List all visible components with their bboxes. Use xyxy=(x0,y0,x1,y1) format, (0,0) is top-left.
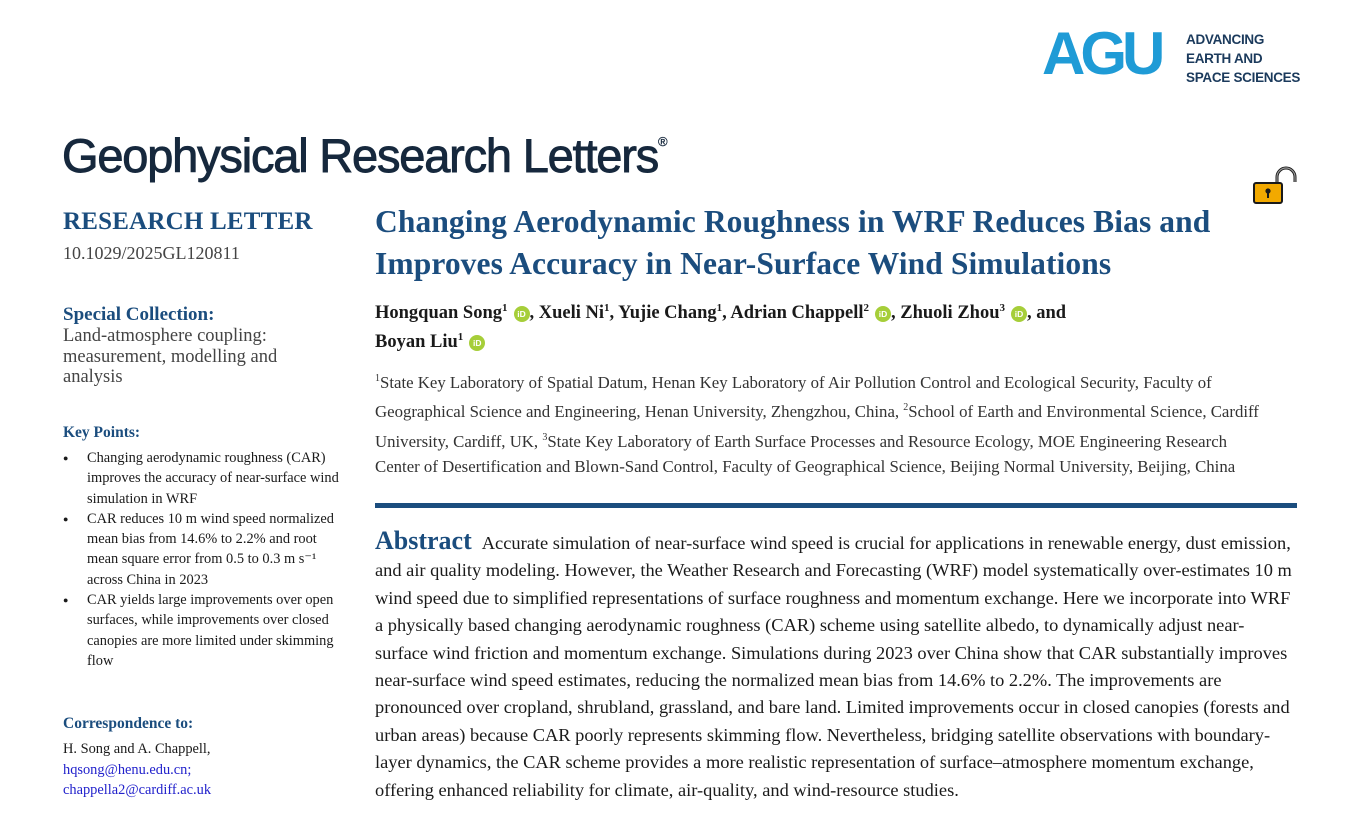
abstract-text: Accurate simulation of near-surface wind speed is crucial for applications in renewable energy, dust emission, and air quality modeling. However, the Weather Research and Forecasting (WRF) model systematically over-estimates 10 m wind speed due to simplified representations of surface roughness and momentum exchange. Here we incorporate into WRF a physically based changing aerodynamic roughness (CAR) scheme using satellite albedo, to dynamically adjust near-surface wind friction and momentum exchange. Simulations during 2023 over China show that CAR substantially improves near-surface wind speed estimates, reducing the normalized mean bias from 14.6% to 2.2%. The improvements are pronounced over cropland, shrubland, grassland, and bare land. Limited improvements occur in closed canopies (forests and urban areas) because CAR poorly represents skimming flow. Nevertheless, bridging satellite observations with boundary-layer dynamics, the CAR scheme provides a more realistic representation of surface–atmosphere momentum exchange, offering enhanced reliability for climate, air-quality, and wind-resource studies. xyxy=(375,533,1292,800)
agu-logo[interactable] xyxy=(1042,20,1302,87)
journal-name xyxy=(62,128,666,183)
author-name[interactable]: Adrian Chappell xyxy=(730,303,864,323)
orcid-icon[interactable]: iD xyxy=(1011,306,1027,322)
special-collection-link[interactable]: Land-atmosphere coupling: measurement, modelling and analysis xyxy=(63,326,278,387)
author-name[interactable]: Xueli Ni xyxy=(538,303,605,323)
affiliation-number: 2 xyxy=(903,402,909,414)
key-points-list xyxy=(63,448,343,671)
key-point-item: ● Changing aerodynamic roughness (CAR) improves the accuracy of near-surface wind simulation in WRF xyxy=(63,448,343,509)
orcid-icon[interactable]: iD xyxy=(875,306,891,322)
affiliations xyxy=(375,366,1275,479)
abstract xyxy=(375,527,1295,804)
key-point-item: ● CAR yields large improvements over open surfaces, while improvements over closed canopies are more limited under skimming flow xyxy=(63,590,343,671)
agu-tagline-line: ADVANCING xyxy=(1186,32,1265,47)
author-separator: , and xyxy=(1027,303,1067,323)
author-affiliation-number: 1 xyxy=(502,302,508,314)
correspondence-names: H. Song and A. Chappell, xyxy=(63,741,211,757)
affiliation-text: State Key Laboratory of Earth Surface Processes and Resource Ecology, MOE Engineering Research Center of Desertification and Blown-Sand Control, Faculty of Geographical Science, Beijing Normal University, Beijing, China xyxy=(375,431,1236,476)
author-affiliation-number: 2 xyxy=(863,302,869,314)
key-points-heading: Key Points: xyxy=(63,424,141,441)
author-name[interactable]: Boyan Liu xyxy=(375,332,458,352)
author-affiliation-number: 3 xyxy=(999,302,1005,314)
agu-tagline-line: SPACE SCIENCES xyxy=(1186,70,1301,85)
affiliation-text: State Key Laboratory of Spatial Datum, Henan Key Laboratory of Air Pollution Control and Ecological Security, Faculty of Geographical Science and Engineering, Henan University, Zhengzhou, China, xyxy=(375,373,1212,422)
journal-name-text: Geophysical Research Letters xyxy=(62,129,658,182)
agu-logo-mark: AGU xyxy=(1042,20,1161,87)
key-point-item: ● CAR reduces 10 m wind speed normalized mean bias from 14.6% to 2.2% and root mean square error from 0.5 to 0.3 m s⁻¹ across China in 2023 xyxy=(63,509,343,590)
affiliation-number: 3 xyxy=(542,431,548,443)
affiliation-text: School of Earth and Environmental Science, Cardiff University, Cardiff, UK, xyxy=(375,402,1259,451)
author-affiliation-number: 1 xyxy=(457,331,464,343)
email-link[interactable]: hqsong@henu.edu.cn; xyxy=(63,762,192,778)
agu-tagline-line: EARTH AND xyxy=(1186,51,1263,66)
open-lock-icon xyxy=(1251,166,1299,206)
special-collection-heading: Special Collection: xyxy=(63,304,215,325)
registered-mark: ® xyxy=(658,134,667,149)
author-affiliation-number: 1 xyxy=(716,302,723,314)
abstract-heading: Abstract xyxy=(375,526,472,555)
author-name[interactable]: Yujie Chang xyxy=(618,303,717,323)
author-name[interactable]: Zhuoli Zhou xyxy=(900,303,1000,323)
author-affiliation-number: 1 xyxy=(604,302,610,314)
article-title: Changing Aerodynamic Roughness in WRF Reduces Bias and Improves Accuracy in Near-Surface Wind Simulations xyxy=(375,204,1211,281)
author-list xyxy=(375,296,1275,354)
doi[interactable]: 10.1029/2025GL120811 xyxy=(63,243,240,263)
author-separator: , xyxy=(722,303,731,323)
section-divider xyxy=(375,503,1297,508)
affiliation-number: 1 xyxy=(375,373,380,384)
author-separator: , xyxy=(529,303,539,323)
author-separator: , xyxy=(891,303,901,323)
article-type: RESEARCH LETTER xyxy=(63,208,313,235)
email-link[interactable]: chappella2@cardiff.ac.uk xyxy=(63,782,212,798)
agu-tagline xyxy=(1186,30,1300,87)
orcid-icon[interactable]: iD xyxy=(469,335,485,351)
author-name[interactable]: Hongquan Song xyxy=(375,303,502,323)
author-separator: , xyxy=(609,303,619,323)
correspondence-heading: Correspondence to: xyxy=(63,715,194,732)
orcid-icon[interactable]: iD xyxy=(514,306,530,322)
